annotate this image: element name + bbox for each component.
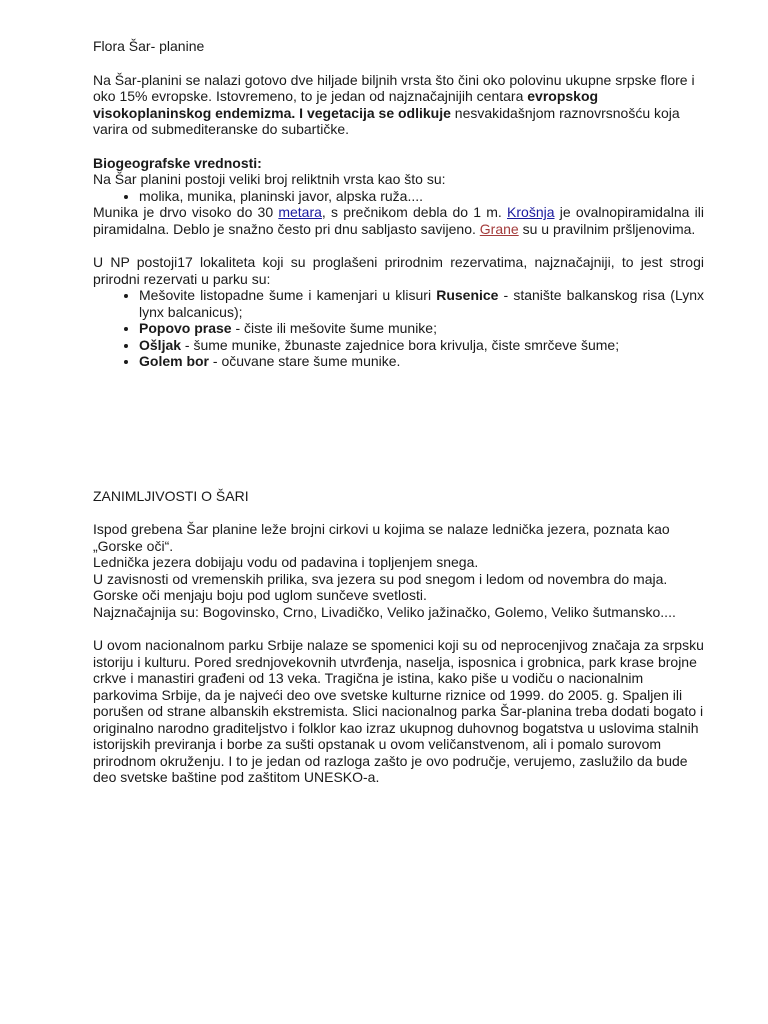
- facts-line: Lednička jezera dobijaju vodu od padavina i topljenjem snega.: [93, 554, 479, 570]
- facts-line: Ispod grebena Šar planine leže brojni cirkovi u kojima se nalaze lednička jezera, poznata kao „Gorske oči“.: [93, 521, 670, 554]
- intro-paragraph: [93, 72, 704, 138]
- munika-text-1: Munika je drvo visoko do 30: [93, 204, 279, 220]
- biogeography-intro: Na Šar planini postoji veliki broj reliktnih vrsta kao što su:: [93, 171, 446, 187]
- munika-text-4: su u pravilnim pršljenovima.: [518, 220, 696, 237]
- reserve-text: - šume munike, žbunaste zajednice bora krivulja, čiste smrčeve šume;: [181, 336, 620, 353]
- intro-text-bold: evropskog visokoplaninskog endemizma. I vegetacija se odlikuje: [93, 88, 599, 121]
- intro-text-1: Na Šar-planini se nalazi gotovo dve hiljade biljnih vrsta što čini oko polovinu ukupne srpske flore i oko 15% evropske. Istovremeno, to je jedan od najznačajnijih centara: [93, 71, 695, 104]
- reserve-text: - čiste ili mešovite šume munike;: [231, 320, 437, 336]
- munika-text-2: , s prečnikom debla do 1 m.: [321, 204, 508, 220]
- list-item: • molika, munika, planinski javor, alpska ruža....: [139, 188, 704, 205]
- interesting-facts-heading: ZANIMLJIVOSTI O ŠARI: [93, 487, 249, 504]
- document-title: Flora Šar- planine: [93, 38, 205, 54]
- relict-species-list: [93, 188, 704, 205]
- krosnja-link[interactable]: Krošnja: [507, 204, 555, 220]
- biogeography-heading: Biogeografske vrednosti:: [93, 154, 262, 171]
- grane-link[interactable]: Grane: [479, 220, 519, 237]
- metara-link[interactable]: metara: [278, 204, 322, 220]
- facts-line: U zavisnosti od vremenskih prilika, sva jezera su pod snegom i ledom od novembra do maja.: [93, 570, 668, 587]
- munika-paragraph: [93, 204, 704, 237]
- facts-line: Najznačajnija su: Bogovinsko, Crno, Livadičko, Veliko jažinačko, Golemo, Veliko šutmansko....: [93, 603, 676, 620]
- reserve-name: Popovo prase: [139, 320, 232, 336]
- reserve-name: Golem bor: [139, 353, 210, 369]
- reserves-list: [93, 287, 704, 370]
- reserve-text: - očuvane stare šume munike.: [209, 353, 401, 369]
- reserve-text: Mešovite listopadne šume i kamenjari u klisuri: [139, 287, 437, 303]
- list-item: [139, 320, 704, 337]
- heritage-paragraph: U ovom nacionalnom parku Srbije nalaze se spomenici koji su od neprocenjivog značaja za srpsku istoriju i kulturu. Pored srednjovekovnih utvrđenja, naselja, isposnica i grobnica, park krase brojne crkve i manastiri građeni od 13 veka. Tragična je istina, kako piše u vodiču o nacionalnim parkovima Srbije, da je najveći deo ove svetske kulturne riznice od 1999. do 2005. g. Spaljen ili porušen od strane albanskih ekstremista. Slici nacionalnog parka Šar-planina treba dodati bogato i originalno narodno graditeljstvo i folklor kao izraz ukupnog duhovnog bogatstva u uslovima stalnih istorijskih previranja i borbe za sušti opstanak u ovom veličanstvenom, ali i pomalo surovom prirodnom okruženju. I to je jedan od razloga zašto je ovo područje, verujemo, zaslužilo da bude deo svetske baštine pod zaštitom UNESKO-a.: [93, 637, 704, 785]
- reserve-name: Ošljak: [139, 336, 182, 353]
- list-item: [139, 337, 704, 354]
- list-item: [139, 353, 704, 370]
- munika-text-3: je ovalnopiramidalna ili piramidalna. Deblo je snažno često pri dnu sabljasto savijeno.: [93, 204, 704, 237]
- reserve-text: - stanište balkanskog risa (Lynx lynx balcanicus);: [139, 287, 704, 320]
- reserves-intro: U NP postoji17 lokaliteta koji su proglašeni prirodnim rezervatima, najznačajniji, to jest strogi prirodni rezervati u parku su:: [93, 254, 704, 287]
- facts-line: Gorske oči menjaju boju pod uglom sunčeve svetlosti.: [93, 587, 427, 603]
- reserve-name: Rusenice: [436, 287, 499, 303]
- intro-text-2: nesvakidašnjom raznovrsnošću koja varira od submediteranske do subartičke.: [93, 104, 680, 137]
- list-item: [139, 287, 704, 320]
